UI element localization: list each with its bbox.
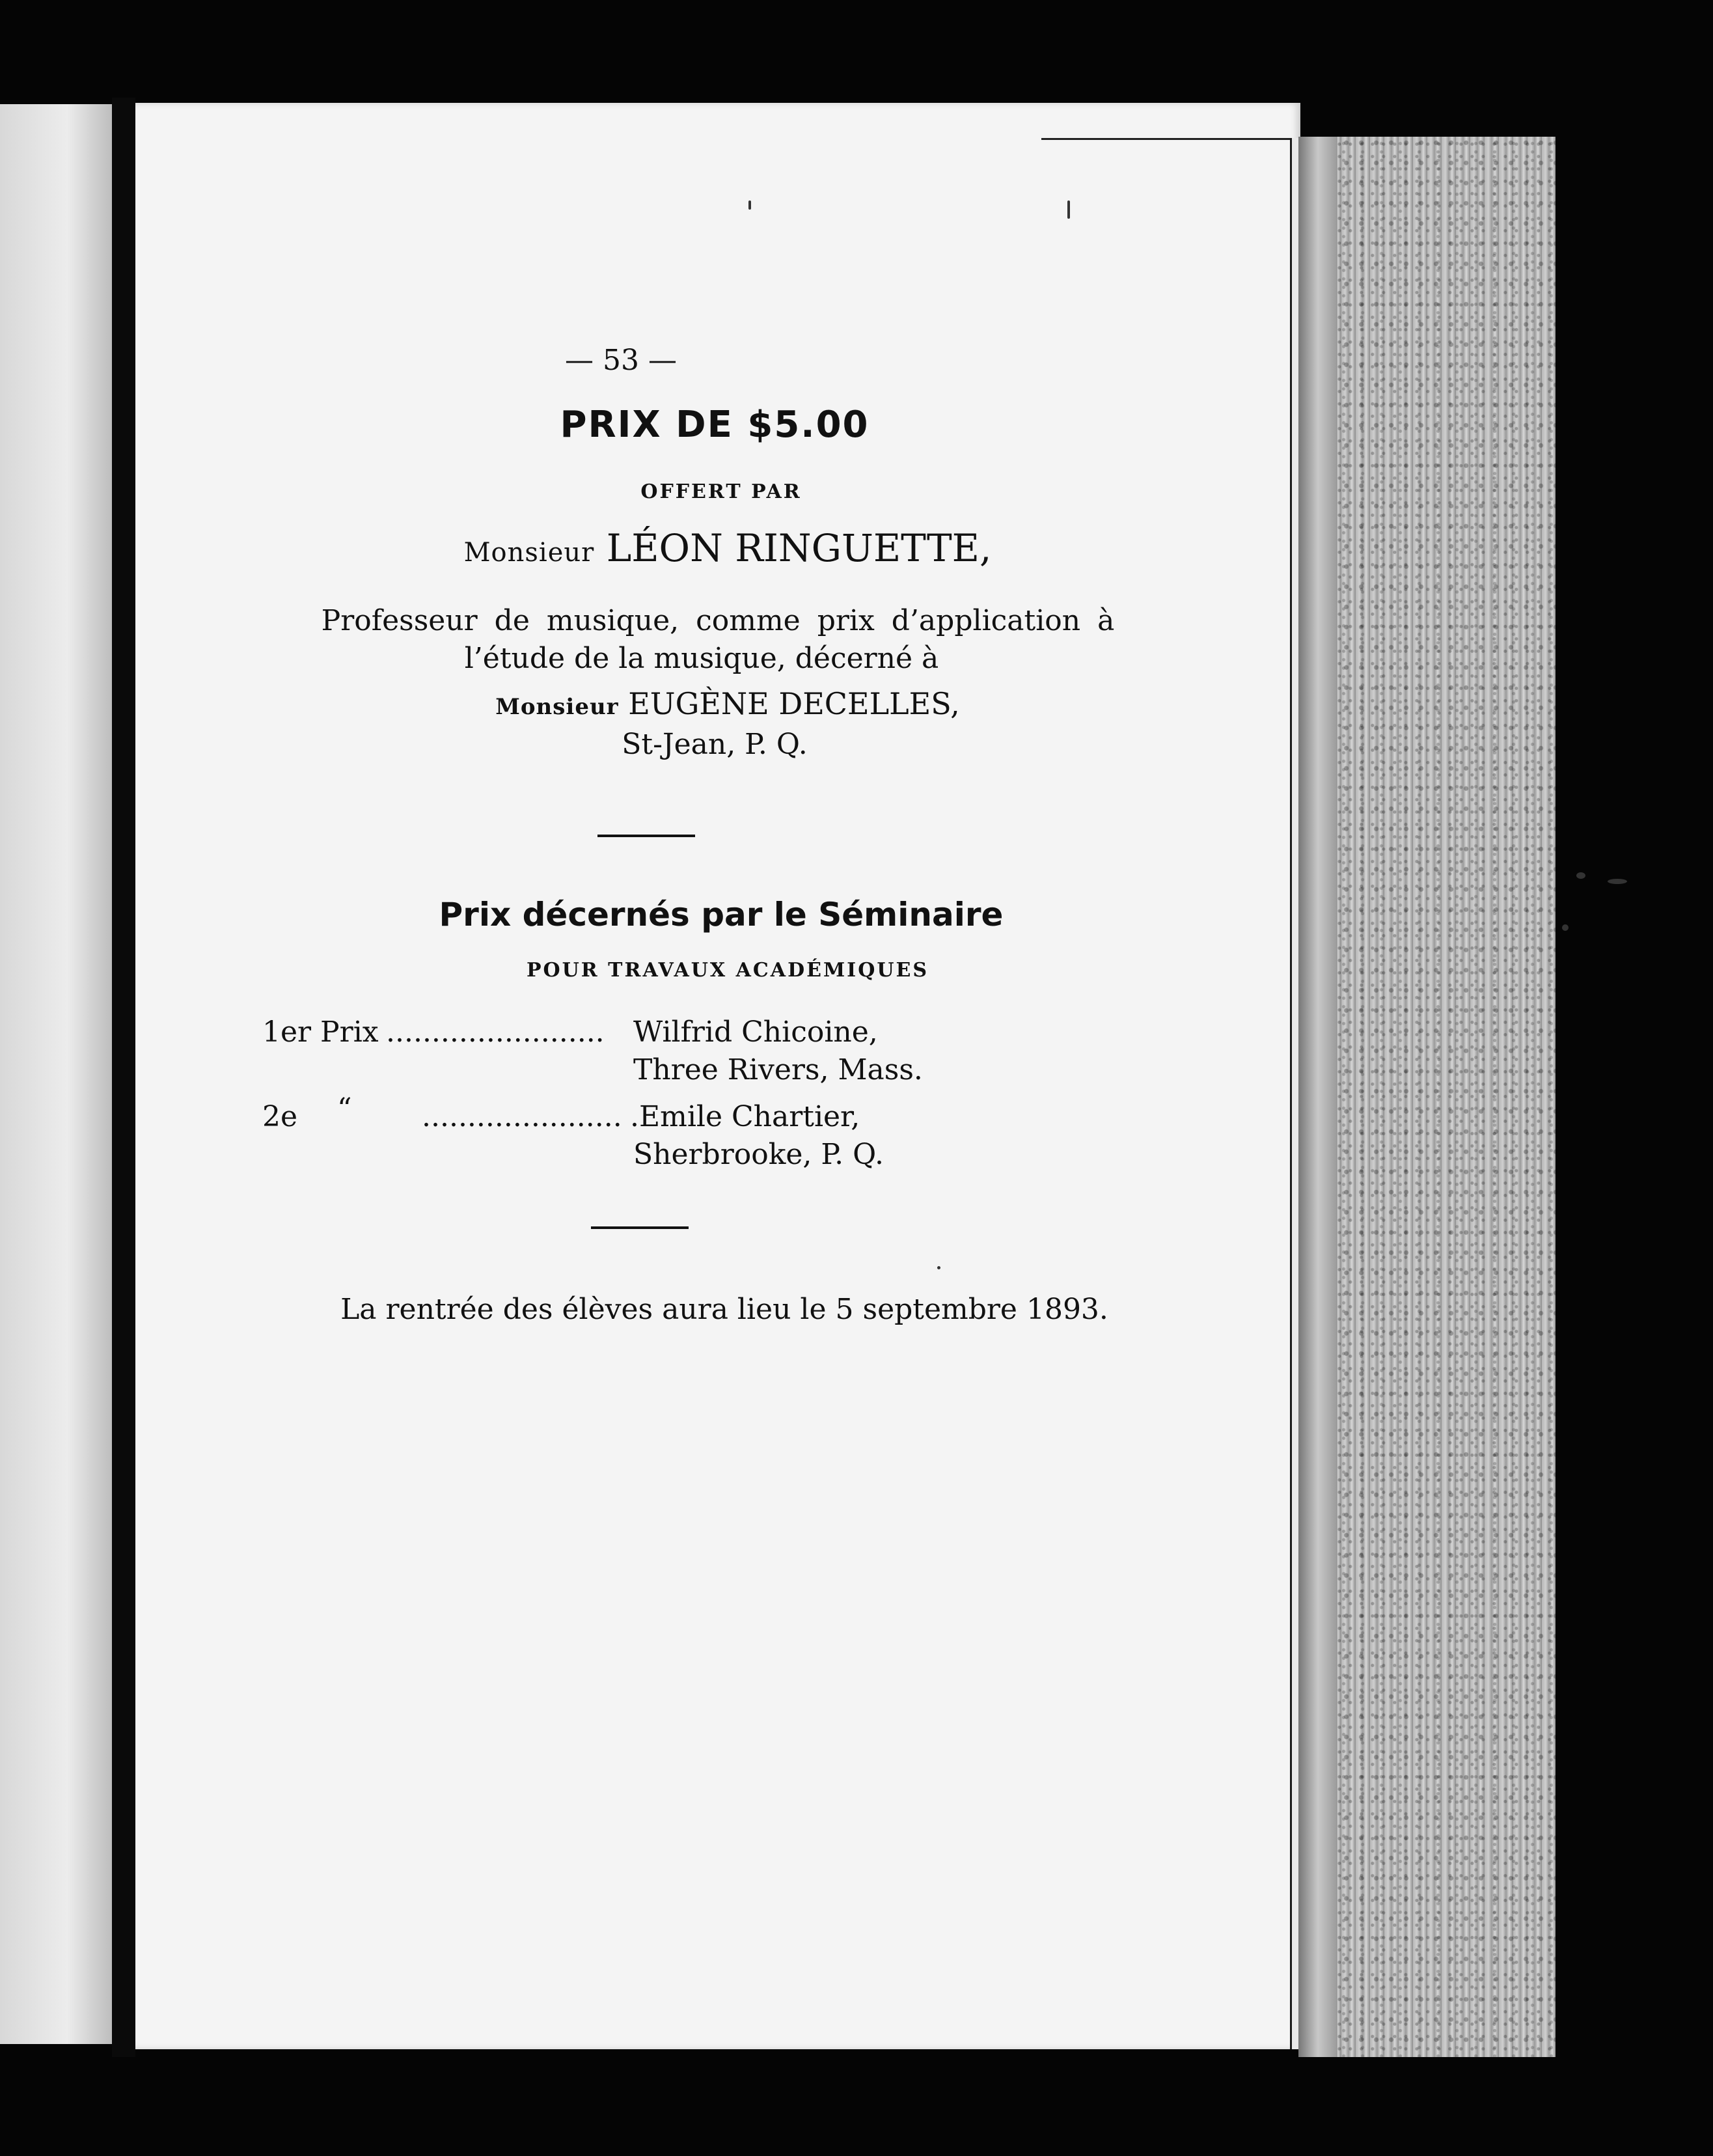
speck (1562, 924, 1569, 931)
speck (937, 1266, 940, 1269)
donor-title: Monsieur (463, 538, 595, 568)
offered-by-label: OFFERT PAR (640, 480, 802, 503)
section-divider (591, 1226, 689, 1229)
section-divider (597, 835, 695, 837)
award-rank: 1er Prix (262, 1016, 379, 1049)
award-name: .Emile Chartier, (630, 1100, 860, 1133)
recipient-title: Monsieur (495, 694, 619, 720)
donor-line (350, 526, 1105, 570)
award-leader-dots: ...................... (422, 1100, 622, 1133)
award-place: Sherbrooke, P. Q. (633, 1138, 884, 1171)
page-stack-shadow (1298, 137, 1337, 2057)
award-ditto-mark: “ (337, 1092, 352, 1126)
recipient-place: St-Jean, P. Q. (622, 728, 808, 761)
prize-title: PRIX DE $5.00 (560, 404, 870, 446)
book-gutter (112, 98, 135, 2057)
closing-note: La rentrée des élèves aura lieu le 5 septembre 1893. (340, 1293, 1108, 1326)
award-place: Three Rivers, Mass. (633, 1053, 923, 1086)
recipient-name: EUGÈNE DECELLES, (628, 686, 960, 721)
description-line-1: Professeur de musique, comme prix d’application à (321, 604, 1115, 637)
speck (1576, 872, 1585, 879)
speck (1067, 200, 1070, 219)
section-title: Prix décernés par le Séminaire (439, 896, 1004, 933)
donor-name: LÉON RINGUETTE, (606, 526, 992, 570)
page-number: — 53 — (565, 344, 677, 377)
award-leader-dots: ........................ (386, 1016, 605, 1049)
award-name: Wilfrid Chicoine, (633, 1016, 878, 1049)
section-subtitle: POUR TRAVAUX ACADÉMIQUES (526, 959, 929, 982)
description-line-2: l’étude de la musique, décerné à (464, 642, 939, 675)
recipient-line (383, 686, 1073, 721)
speck (748, 200, 751, 210)
speck (1608, 879, 1627, 884)
facing-page-edge (0, 104, 112, 2044)
page-content (135, 103, 1300, 2049)
award-rank: 2e (262, 1100, 298, 1133)
